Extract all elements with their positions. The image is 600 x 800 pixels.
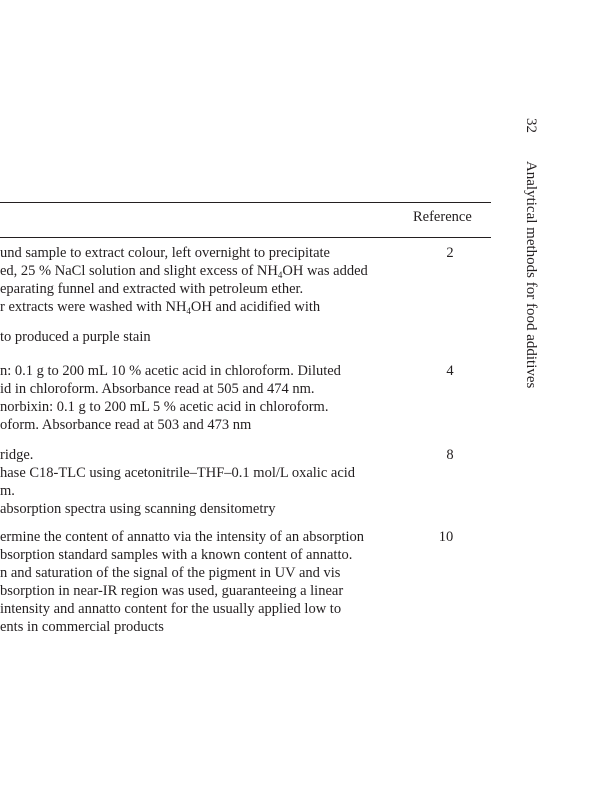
table-row-4-line: bsorption standard samples with a known content of annatto.	[0, 547, 353, 563]
table-row-2-line: n: 0.1 g to 200 mL 10 % acetic acid in chloroform. Diluted	[0, 363, 341, 379]
table-top-rule	[0, 202, 491, 203]
table-row-4-line: intensity and annatto content for the usually applied low to	[0, 601, 342, 617]
table-row-2-reference: 4	[446, 363, 454, 379]
table-row-4-line: ermine the content of annatto via the intensity of an absorption	[0, 529, 365, 545]
table-row-3-line: hase C18-TLC using acetonitrile–THF–0.1 mol/L oxalic acid	[0, 465, 356, 481]
table-row-4-method	[0, 528, 425, 636]
table-row-1-method	[0, 244, 425, 346]
table-row-3-method	[0, 446, 425, 518]
table-row-4-line: bsorption in near-IR region was used, guaranteeing a linear	[0, 583, 344, 599]
book-title: Analytical methods for food additives	[523, 160, 539, 389]
table-header-rule	[0, 237, 491, 238]
table-row-3-line: absorption spectra using scanning densitometry	[0, 501, 276, 517]
table-row-4-line: n and saturation of the signal of the pigment in UV and vis	[0, 565, 341, 581]
table-row-1-line	[0, 316, 425, 328]
table-row-2-line: norbixin: 0.1 g to 200 mL 5 % acetic acid in chloroform.	[0, 399, 329, 415]
table-row-4-reference: 10	[438, 529, 454, 545]
table-row-1-line: r extracts were washed with $NH_4OH$ and acidified with	[0, 299, 321, 316]
table-row-3-line: ridge.	[0, 447, 34, 463]
table-row-3-line: m.	[0, 483, 15, 499]
table-row-1-reference: 2	[446, 245, 454, 261]
table-row-1-line: ed, 25 % NaCl solution and slight excess of $NH_4OH$ was added	[0, 263, 368, 280]
table-row-2-method	[0, 362, 425, 434]
table-row-1-line: eparating funnel and extracted with petroleum ether.	[0, 281, 304, 297]
table-row-3-reference: 8	[446, 447, 454, 463]
table-row-1-line: to produced a purple stain	[0, 329, 151, 345]
table-row-1-line: und sample to extract colour, left overnight to precipitate	[0, 245, 330, 261]
reference-column-header: Reference	[413, 209, 472, 225]
table-row-2-line: oform. Absorbance read at 503 and 473 nm	[0, 417, 252, 433]
table-row-2-line: id in chloroform. Absorbance read at 505 and 474 nm.	[0, 381, 315, 397]
page-number: 32	[523, 118, 539, 133]
table-row-4-line: ents in commercial products	[0, 619, 164, 635]
running-head	[521, 118, 541, 388]
